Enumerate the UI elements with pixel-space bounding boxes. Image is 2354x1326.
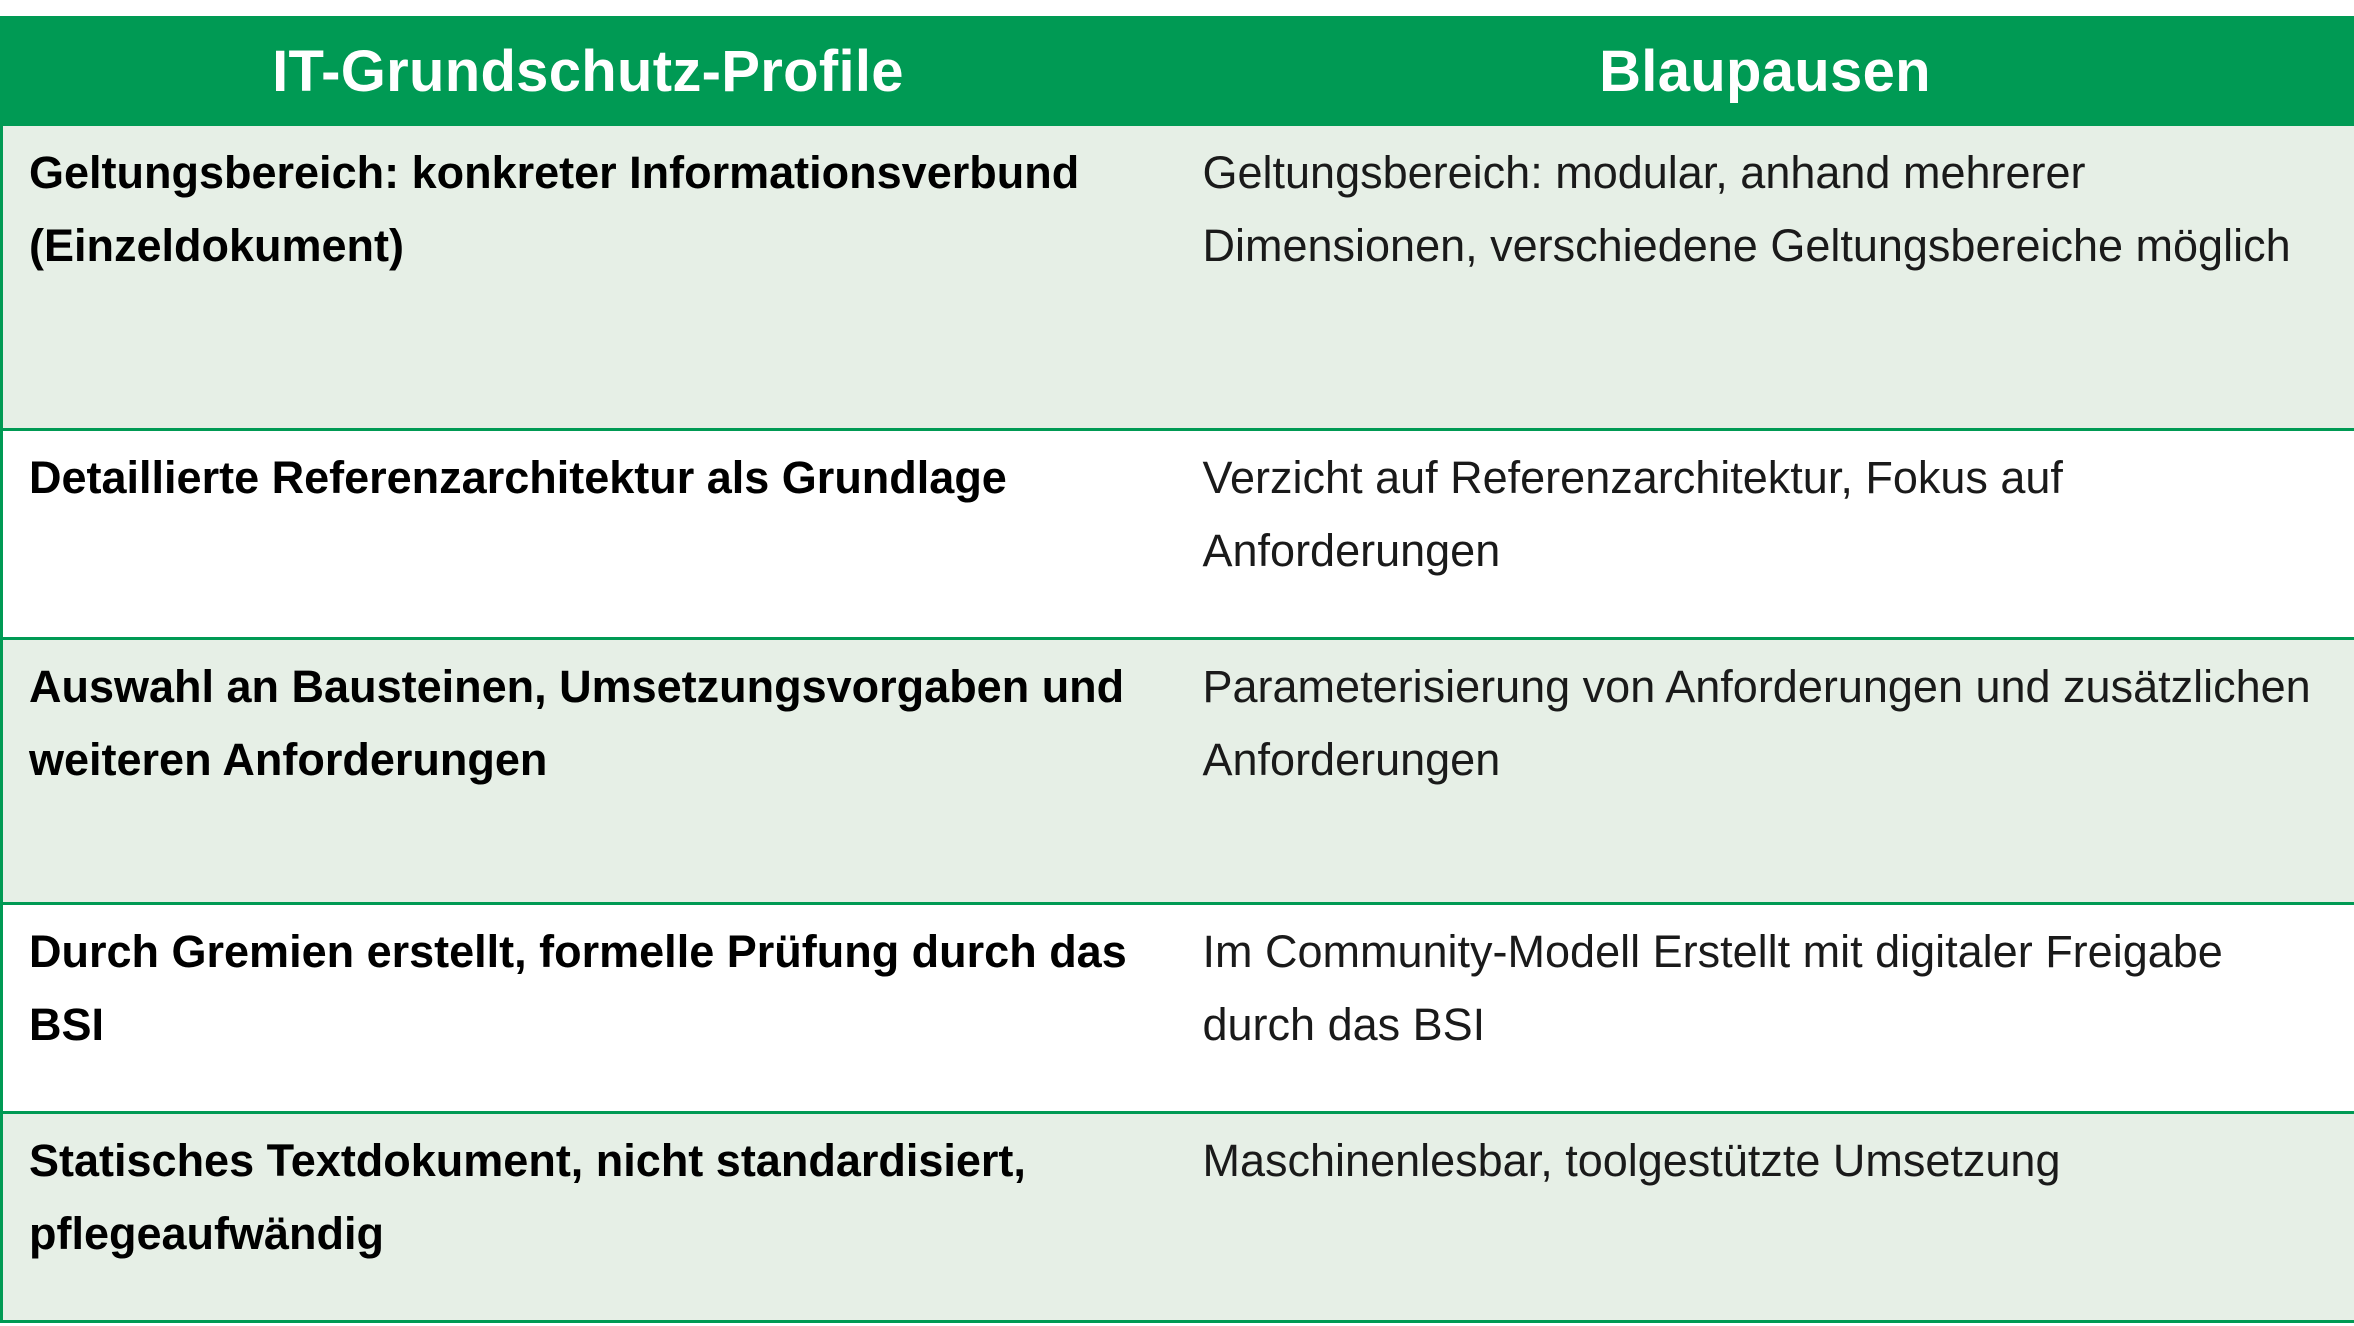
comparison-table-container (0, 16, 2354, 1323)
table-row (2, 639, 2354, 904)
blueprint-cell: Geltungsbereich: modular, anhand mehrerer Dimensionen, verschiedene Geltungsbereiche möglich (1175, 125, 2354, 430)
blueprint-cell: Maschinenlesbar, toolgestützte Umsetzung (1175, 1113, 2354, 1322)
table-header-row (2, 18, 2354, 125)
profile-cell: Detaillierte Referenzarchitektur als Grundlage (2, 430, 1175, 639)
table-row (2, 125, 2354, 430)
profile-cell: Auswahl an Bausteinen, Umsetzungsvorgaben und weiteren Anforderungen (2, 639, 1175, 904)
comparison-table (0, 16, 2354, 1323)
column-header-blueprints: Blaupausen (1175, 18, 2354, 125)
blueprint-cell: Verzicht auf Referenzarchitektur, Fokus auf Anforderungen (1175, 430, 2354, 639)
blueprint-cell: Im Community-Modell Erstellt mit digitaler Freigabe durch das BSI (1175, 904, 2354, 1113)
profile-cell: Durch Gremien erstellt, formelle Prüfung durch das BSI (2, 904, 1175, 1113)
column-header-profile: IT-Grundschutz-Profile (2, 18, 1175, 125)
table-row (2, 1113, 2354, 1322)
profile-cell: Geltungsbereich: konkreter Informationsverbund (Einzeldokument) (2, 125, 1175, 430)
table-row (2, 904, 2354, 1113)
blueprint-cell: Parameterisierung von Anforderungen und zusätzlichen Anforderungen (1175, 639, 2354, 904)
table-row (2, 430, 2354, 639)
profile-cell: Statisches Textdokument, nicht standardisiert, pflegeaufwändig (2, 1113, 1175, 1322)
